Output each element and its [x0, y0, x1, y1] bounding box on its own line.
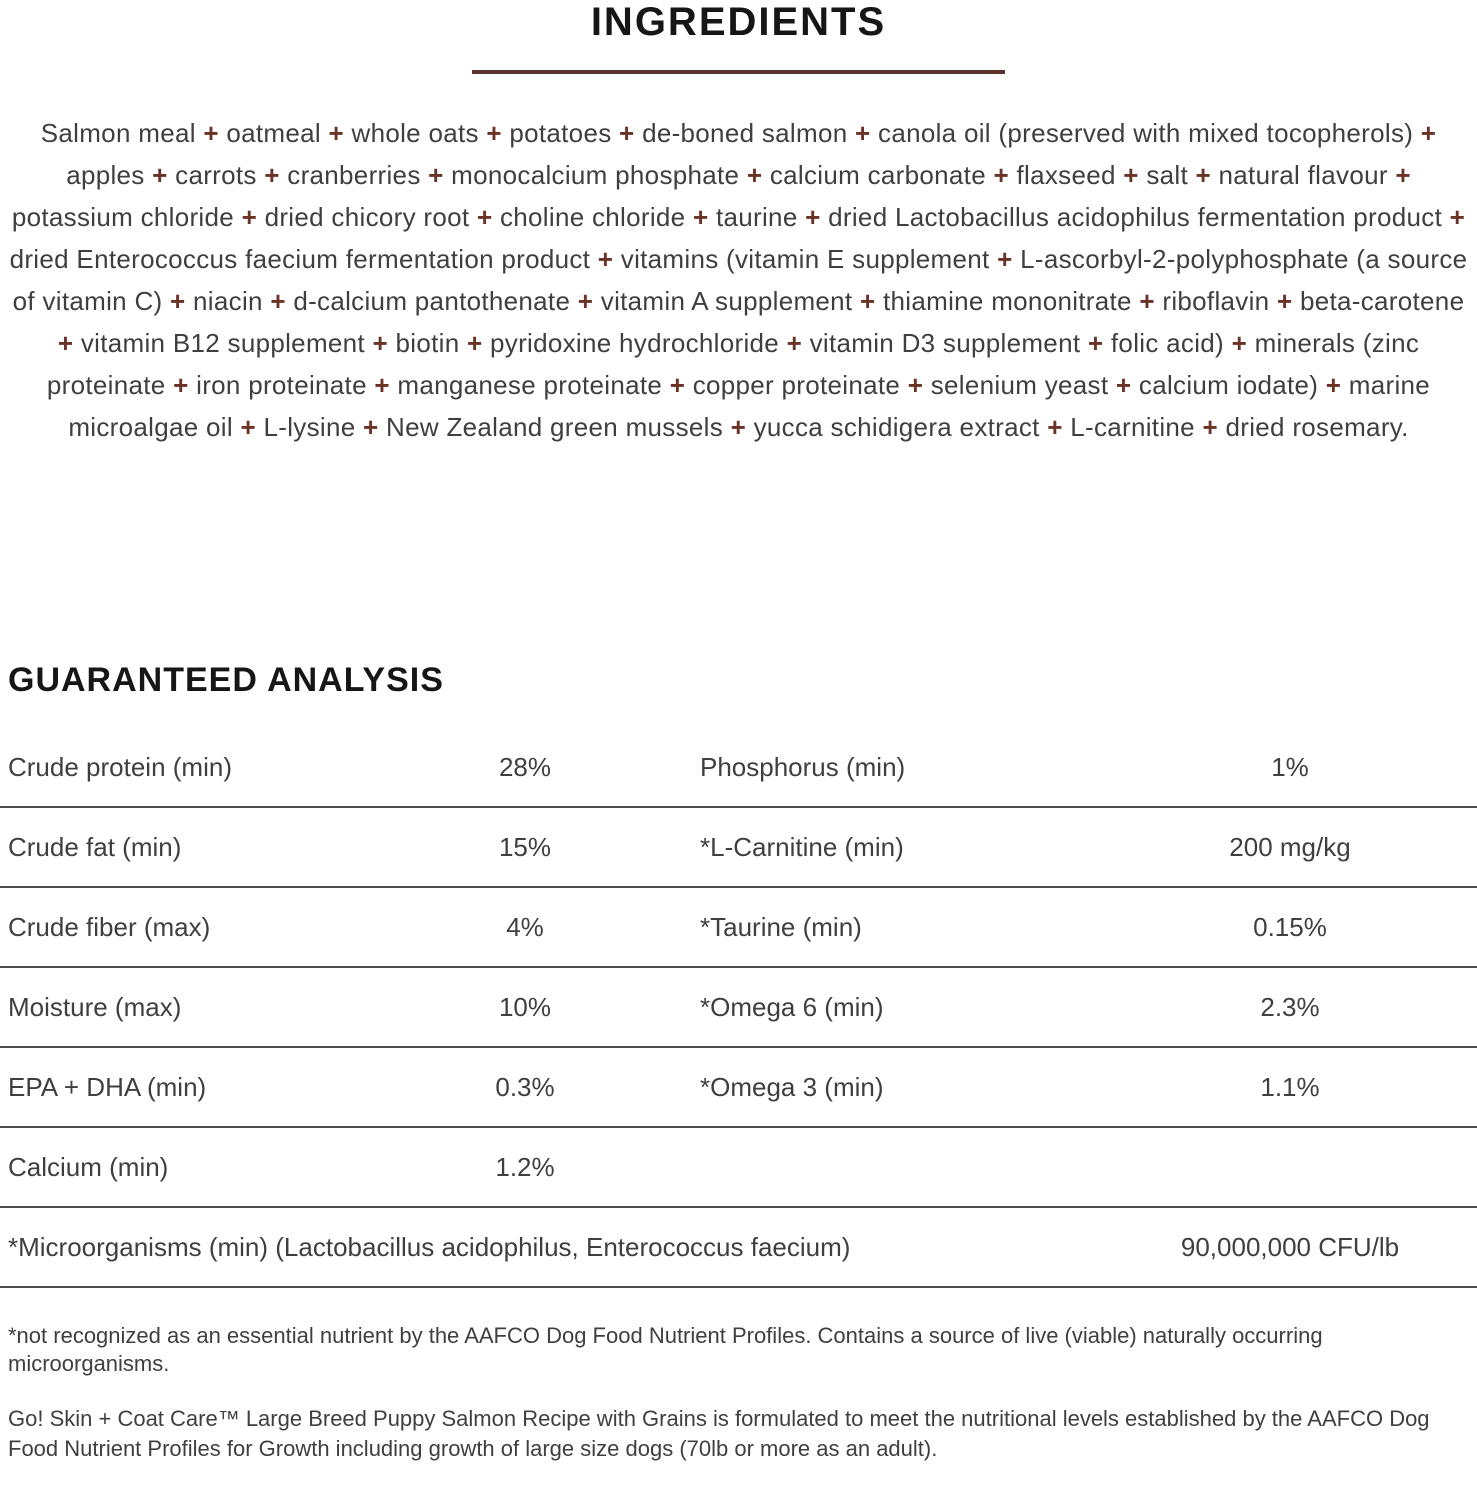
plus-separator-icon: +	[1195, 160, 1211, 190]
nutrient-value: 0.15%	[1253, 911, 1327, 942]
aafco-statement: Go! Skin + Coat Care™ Large Breed Puppy Salmon Recipe with Grains is formulated to meet the nutritional levels established by the AAFCO Dog Food Nutrient Profiles for Growth including growth of large size dogs (70lb or more as an adult).	[8, 1406, 1430, 1461]
analysis-row	[0, 808, 1477, 888]
nutrient-value: 28%	[498, 751, 552, 782]
plus-separator-icon: +	[173, 370, 189, 400]
nutrient-label: *Microorganisms (min) (Lactobacillus acidophilus, Enterococcus faecium)	[8, 1231, 851, 1262]
nutrient-label: Crude protein (min)	[8, 751, 232, 782]
plus-separator-icon: +	[1276, 286, 1293, 316]
plus-separator-icon: +	[270, 286, 286, 316]
nutrient-value: 2.3%	[1260, 991, 1320, 1022]
plus-separator-icon: +	[363, 412, 379, 442]
plus-separator-icon: +	[1139, 286, 1155, 316]
plus-separator-icon: +	[619, 118, 635, 148]
plus-separator-icon: +	[1420, 118, 1437, 148]
analysis-row	[0, 728, 1477, 808]
plus-separator-icon: +	[997, 244, 1013, 274]
plus-separator-icon: +	[1087, 328, 1104, 358]
guaranteed-analysis-heading: GUARANTEED ANALYSIS	[8, 661, 444, 699]
nutrient-label: *Taurine (min)	[700, 911, 862, 942]
plus-separator-icon: +	[1449, 202, 1466, 232]
nutrient-value: 10%	[498, 991, 552, 1022]
plus-separator-icon: +	[476, 202, 493, 232]
nutrient-value: 1.1%	[1260, 1071, 1320, 1102]
ingredients-title: INGREDIENTS	[590, 0, 887, 44]
plus-separator-icon: +	[1123, 160, 1139, 190]
plus-separator-icon: +	[240, 412, 256, 442]
plus-separator-icon: +	[1047, 412, 1063, 442]
plus-separator-icon: +	[374, 370, 390, 400]
plus-separator-icon: +	[746, 160, 763, 190]
plus-separator-icon: +	[57, 328, 74, 358]
nutrient-label: Calcium (min)	[8, 1151, 169, 1182]
nutrient-value: 1%	[1271, 751, 1309, 782]
nutrient-value: 1.2%	[495, 1151, 555, 1182]
nutrient-value: 90,000,000 CFU/lb	[1180, 1231, 1400, 1262]
nutrient-value: 4%	[506, 911, 544, 942]
nutrient-label: Crude fiber (max)	[8, 911, 211, 942]
plus-separator-icon: +	[170, 286, 186, 316]
analysis-row	[0, 1048, 1477, 1128]
ingredients-paragraph: Salmon meal + oatmeal + whole oats + potatoes + de-boned salmon + canola oil (preserved with mixed tocopherols) + apples + carrots + cranberries + monocalcium phosphate + calcium carbonate + flaxseed + salt + natural flavour + potassium chloride + dried chicory root + choline chloride + taurine + dried Lactobacillus acidophilus fermentation product + dried Enterococcus faecium fermentation product + vitamins (vitamin E supplement + L-ascorbyl-2-polyphosphate (a source of vitamin C) + niacin + d-calcium pantothenate + vitamin A supplement + thiamine mononitrate + riboflavin + beta-carotene + vitamin B12 supplement + biotin + pyridoxine hydrochloride + vitamin D3 supplement + folic acid) + minerals (zinc proteinate + iron proteinate + manganese proteinate + copper proteinate + selenium yeast + calcium iodate) + marine microalgae oil + L-lysine + New Zealand green mussels + yucca schidigera extract + L-carnitine + dried rosemary.	[9, 118, 1468, 442]
nutrient-label: *Omega 6 (min)	[700, 991, 884, 1022]
plus-separator-icon: +	[786, 328, 803, 358]
plus-separator-icon: +	[669, 370, 686, 400]
plus-separator-icon: +	[860, 286, 876, 316]
nutrient-value: 15%	[498, 831, 552, 862]
plus-separator-icon: +	[730, 412, 747, 442]
analysis-row-microorganisms	[0, 1208, 1477, 1288]
nutrient-label: Moisture (max)	[8, 991, 182, 1022]
plus-separator-icon: +	[805, 202, 821, 232]
nutrient-label: Phosphorus (min)	[700, 751, 906, 782]
plus-separator-icon: +	[467, 328, 483, 358]
plus-separator-icon: +	[428, 160, 444, 190]
analysis-row	[0, 1128, 1477, 1208]
plus-separator-icon: +	[203, 118, 219, 148]
nutrient-value: 0.3%	[495, 1071, 555, 1102]
nutrient-value: 200 mg/kg	[1229, 831, 1351, 862]
title-underline-rule	[472, 70, 1005, 74]
plus-separator-icon: +	[855, 118, 871, 148]
plus-separator-icon: +	[692, 202, 709, 232]
plus-separator-icon: +	[993, 160, 1009, 190]
plus-separator-icon: +	[152, 160, 168, 190]
guaranteed-analysis-table	[0, 728, 1477, 1288]
plus-separator-icon: +	[1115, 370, 1132, 400]
plus-separator-icon: +	[372, 328, 388, 358]
analysis-row	[0, 968, 1477, 1048]
nutrient-label: EPA + DHA (min)	[8, 1071, 207, 1102]
nutrient-label: *Omega 3 (min)	[700, 1071, 884, 1102]
nutrient-label: Crude fat (min)	[8, 831, 182, 862]
plus-separator-icon: +	[577, 286, 594, 316]
nutrient-label: *L-Carnitine (min)	[700, 831, 904, 862]
asterisk-footnote: *not recognized as an essential nutrient by the AAFCO Dog Food Nutrient Profiles. Contains a source of live (viable) naturally occurring microorganisms.	[8, 1323, 1323, 1376]
plus-separator-icon: +	[1325, 370, 1342, 400]
plus-separator-icon: +	[1395, 160, 1411, 190]
analysis-row	[0, 888, 1477, 968]
plus-separator-icon: +	[597, 244, 614, 274]
plus-separator-icon: +	[1231, 328, 1248, 358]
plus-separator-icon: +	[241, 202, 258, 232]
plus-separator-icon: +	[486, 118, 502, 148]
plus-separator-icon: +	[264, 160, 280, 190]
plus-separator-icon: +	[328, 118, 344, 148]
plus-separator-icon: +	[907, 370, 924, 400]
plus-separator-icon: +	[1202, 412, 1218, 442]
